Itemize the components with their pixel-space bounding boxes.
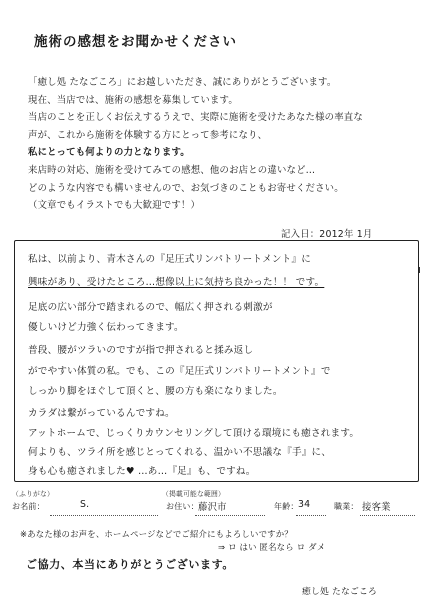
intro-line: 声が、これから施術を体験する方にとって参考になり、	[28, 129, 268, 141]
publication-options: ⇒ ロ はい 匿名なら ロ ダメ	[218, 542, 326, 552]
thanks-message: ご協力、本当にありがとうございます。	[26, 558, 234, 571]
residence-label: お住い：	[166, 502, 199, 511]
intro-line: 「癒し処 たなごころ」にお越しいただき、誠にありがとうございます。	[28, 77, 337, 88]
intro-line: （文章でもイラストでも大歓迎です！）	[28, 200, 201, 212]
testimonial-line: 身も心も癒されました♥ …あ…『足』も、ですね。	[28, 466, 256, 477]
age-underline	[296, 515, 326, 516]
testimonial-line: 普段、腰がツラいのですが指で押されると揉み返し	[28, 345, 254, 356]
residence-value: 藤沢市	[198, 502, 227, 513]
intro-line: 当店のことを正しくお伝えするうえで、実際に施術を受けたあなた様の率直な	[28, 112, 363, 124]
residence-underline	[195, 515, 265, 516]
testimonial-line: 足底の広い部分で踏まれるので、幅広く押される刺激が	[28, 302, 273, 313]
intro-line: 来店時の対応、施術を受けてみての感想、他のお店との違いなど…	[28, 164, 316, 176]
job-underline	[360, 515, 415, 516]
job-value: 接客業	[362, 502, 391, 513]
intro-line: 現在、当店では、施術の感想を募集しています。	[28, 94, 238, 106]
intro-line: どのような内容でも構いませんので、お気づきのこともお寄せください。	[28, 182, 344, 194]
testimonial-line: 何よりも、ツライ所を感じとってくれる、温かい不思議な『手』に、	[28, 447, 332, 458]
job-label: 職業：	[334, 502, 359, 511]
testimonial-line: がでやすい体質の私。でも、この『足圧式リンパトリートメント』で	[28, 366, 331, 377]
name-value: S.	[80, 499, 90, 510]
name-underline	[50, 515, 158, 516]
margin-mark	[419, 267, 423, 273]
furigana-label: （ふりがな）	[12, 490, 54, 498]
form-intro	[28, 74, 418, 215]
age-value: 34	[298, 499, 311, 510]
testimonial-line: 興味があり、受けたところ…想像以上に気持ち良かった！！ です。	[28, 277, 325, 288]
testimonial-line: アットホームで、じっくりカウンセリングして頂ける環境にも癒されます。	[28, 428, 360, 439]
publication-question: ※あなた様のお声を、ホームページなどでご紹介にもよろしいですか？	[20, 529, 293, 539]
intro-line: 私にとっても何よりの力となります。	[28, 147, 190, 159]
name-label: お名前：	[12, 502, 45, 511]
form-title: 施術の感想をお聞かせください	[34, 34, 237, 50]
residence-label-note: （掲載可能な範囲）	[162, 490, 225, 498]
testimonial-line: 優しいけど力強く伝わってきます。	[28, 322, 184, 333]
testimonial-line: カラダは繋がっているんですね。	[28, 408, 175, 419]
shop-signature: 癒し処 たなごころ	[302, 587, 377, 597]
testimonial-line: 私は、以前より、青木さんの『足圧式リンパトリートメント』に	[28, 254, 312, 265]
testimonial-line: しっかり脚をほぐして頂くと、腰の方も楽になりました。	[28, 386, 283, 397]
entry-date: 記入日：2012年 1月	[281, 229, 373, 240]
footer-fields	[10, 488, 425, 524]
age-label: 年齢：	[274, 502, 299, 511]
